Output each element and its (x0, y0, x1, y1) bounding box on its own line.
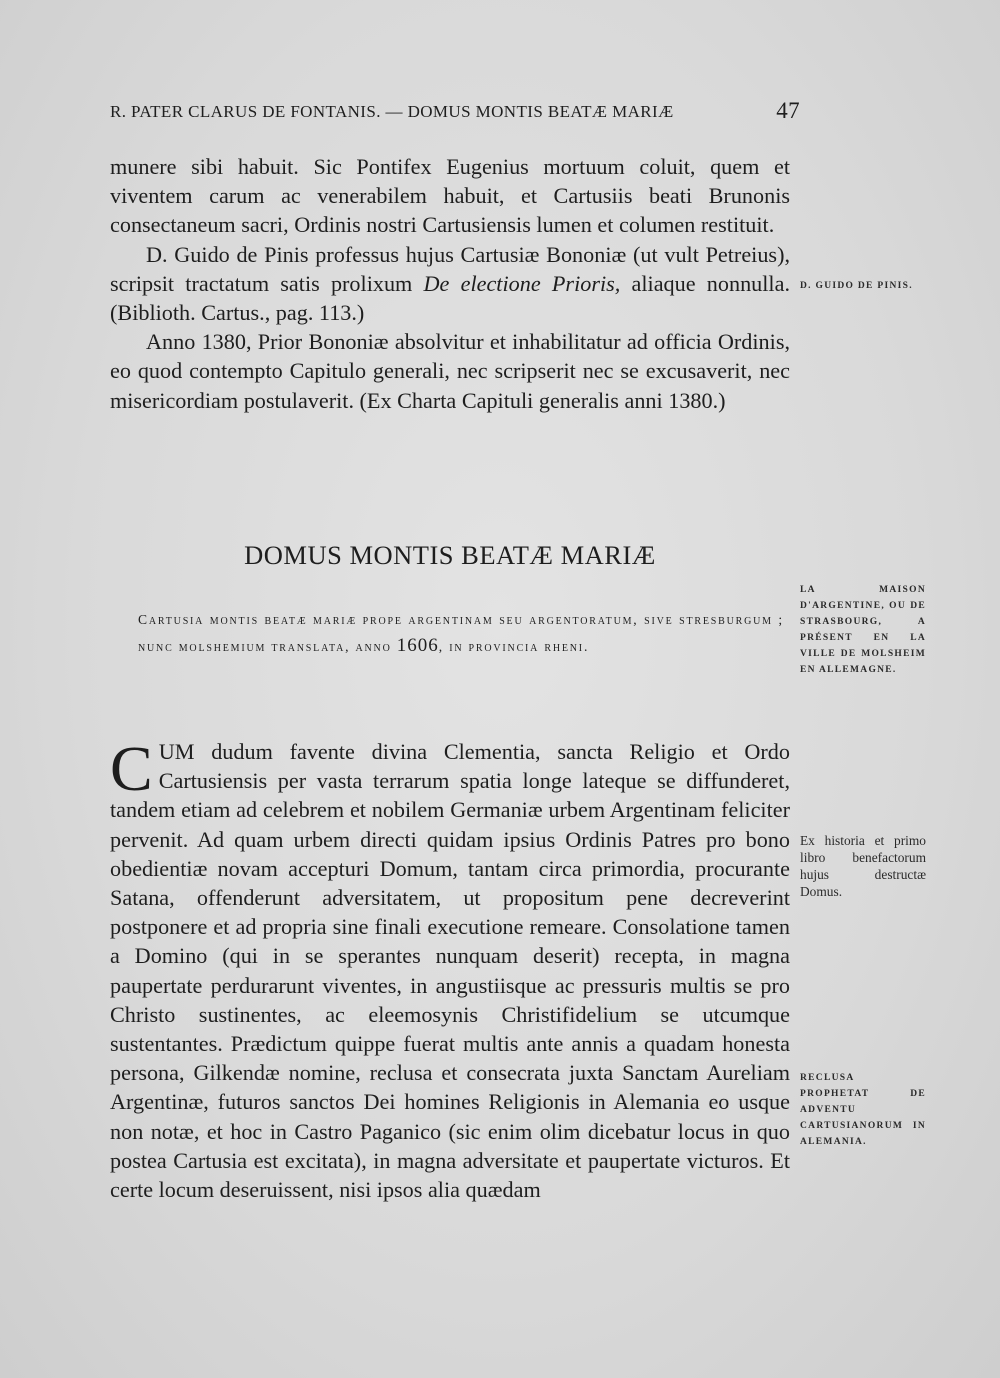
paragraph-domus: CUM dudum favente divina Clementia, sancta Religio et Ordo Cartusiensis per vasta terrarum spatia longe lateque se diffunderet, tandem etiam ad celebrem et nobilem Germaniæ urbem Argentinam feliciter pervenit. Ad quam urbem directi quidam ipsius Ordinis Patres pro bono obedientiæ novam accepturi Domum, tantam circa primordia, procurante Satana, offenderunt adversitatem, ut propositum pene decreverint postponere et ad propria sine finali executione remeare. Consolatione tamen a Domino (qui in se sperantes nunquam deserit) recepta, in magna paupertate perdurarunt viventes, in angustiisque ac pressuris multis se pro Christo sustinentes, ac eleemosynis Christifidelium se utcumque sustentantes. Prædictum quippe fuerat multis ante annis a quadam honesta persona, Gilkendæ nomine, reclusa et consecrata juxta Sanctam Aureliam Argentinæ, futuros sanctos Dei homines Religionis in Alemania eo usque non notæ, et hoc in Castro Paganico (sic enim olim dicebatur locus in quo postea Cartusia est excitata), in magna adversitate et paupertate victuros. Et certe locum deseruissent, nisi ipsos alia quædam (110, 733, 790, 1203)
running-header (110, 98, 800, 123)
margin-note-maison: LA MAISON D'ARGENTINE, OU DE STRASBOURG, A PRÉSENT EN LA VILLE DE MOLSHEIM EN ALLEMAGNE. (800, 585, 926, 675)
bleed-through-text (785, 160, 965, 176)
margin-note-historia: Ex historia et primo libro benefactorum hujus destructæ Domus. (800, 833, 926, 899)
section-domus-body (110, 733, 790, 1204)
paragraph-1: munere sibi habuit. Sic Pontifex Eugenius mortuum coluit, quem et viventem carum ac venerabilem habuit, et Cartusiis beati Brunonis consectaneum sacri, Ordinis nostri Cartusiensis lumen et columen restituit. (110, 154, 790, 238)
page-number: 47 (776, 98, 800, 123)
section-subtitle: Cartusia montis beatæ mariæ prope argentinam seu argentoratum, sive stresburgum ; nunc molshemium translata, anno 1606, in provincia rheni. (138, 612, 784, 656)
paragraph-3: Anno 1380, Prior Bononiæ absolvitur et inhabilitatur ad officia Ordinis, eo quod contempto Capitulo generali, nec scripserit nec se excusaverit, nec misericordiam postulaverit. (Ex Charta Capituli generalis anni 1380.) (110, 329, 790, 413)
running-title: R. PATER CLARUS DE FONTANIS. — DOMUS MONTIS BEATÆ MARIÆ (110, 102, 674, 121)
paragraph-2: D. Guido de Pinis professus hujus Cartusiæ Bononiæ (ut vult Petreius), scripsit tractatum satis prolixum De electione Prioris, aliaque nonnulla. (Biblioth. Cartus., pag. 113.) (110, 241, 790, 326)
section-guido (110, 152, 790, 415)
drop-cap: C (110, 733, 153, 804)
margin-note-reclusa: RECLUSA PROPHETAT DE ADVENTU CARTUSIANORUM IN ALEMANIA. (800, 1073, 926, 1147)
book-title-italic: De electione Prioris, (423, 270, 621, 296)
subtitle-year: 1606 (396, 635, 439, 656)
margin-note-guido: D. GUIDO DE PINIS. (800, 281, 913, 291)
section-title: DOMUS MONTIS BEATÆ MARIÆ (244, 540, 656, 570)
